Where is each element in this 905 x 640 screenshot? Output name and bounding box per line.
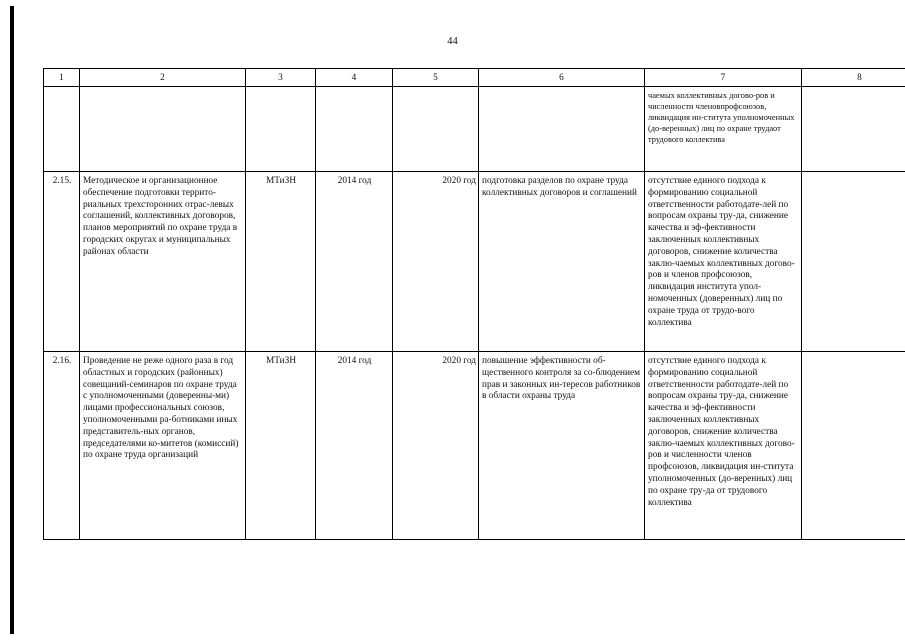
row-number-cell: 2.16. bbox=[44, 352, 80, 540]
executor-cell: МТиЗН bbox=[246, 172, 316, 352]
executor-cell: МТиЗН bbox=[246, 352, 316, 540]
consequence-cell: отсутствие единого подхода к формированию социальной ответственности работодате-лей по вопросам охраны тру-да, снижение качества и эф-фективности заключенных коллективных договоров, снижение количества заклю-чаемых коллективных догово-ров и членов профсоюзов, ликвидация института упол-номоченных (доверенных) лиц по охране труда от трудо-вого коллектива bbox=[645, 172, 802, 352]
result-cell bbox=[479, 87, 645, 172]
column-header: 2 bbox=[80, 69, 246, 87]
column-header: 5 bbox=[393, 69, 479, 87]
start-cell: 2014 год bbox=[316, 172, 393, 352]
column-header: 8 bbox=[802, 69, 905, 87]
column-header: 6 bbox=[479, 69, 645, 87]
page-number: 44 bbox=[447, 36, 458, 47]
column-header: 1 bbox=[44, 69, 80, 87]
column-header: 7 bbox=[645, 69, 802, 87]
table-row bbox=[44, 172, 905, 352]
executor-cell bbox=[246, 87, 316, 172]
table-row bbox=[44, 87, 905, 172]
result-cell: повышение эффективности об-щественного контроля за со-блюдением прав и законных ин-тересов работников в области охраны труда bbox=[479, 352, 645, 540]
end-cell: 2020 год bbox=[393, 172, 479, 352]
note-cell bbox=[802, 352, 905, 540]
start-cell bbox=[316, 87, 393, 172]
table-row bbox=[44, 352, 905, 540]
result-cell: подготовка разделов по охране труда коллективных договоров и соглашений bbox=[479, 172, 645, 352]
end-cell: 2020 год bbox=[393, 352, 479, 540]
note-cell bbox=[802, 87, 905, 172]
table-header-row bbox=[44, 69, 905, 87]
column-header: 3 bbox=[246, 69, 316, 87]
column-header: 4 bbox=[316, 69, 393, 87]
row-number-cell bbox=[44, 87, 80, 172]
row-number-cell: 2.15. bbox=[44, 172, 80, 352]
consequence-cell: отсутствие единого подхода к формированию социальной ответственности работодате-лей по вопросам охраны тру-да, снижение качества и эф-фективности заключенных коллективных договоров, снижение количества заклю-чаемых коллективных догово-ров и численности членов профсоюзов, ликвидация ин-ститута уполномоченных (до-веренных) лиц по охране тру-да от трудового коллектива bbox=[645, 352, 802, 540]
binding-edge-bar bbox=[10, 6, 14, 634]
measures-table bbox=[43, 68, 905, 540]
measure-cell bbox=[80, 87, 246, 172]
consequence-cell: чаемых коллективных догово-ров и численности членовпрофсоюзов, ликвидация ин-ститута уполномоченных (до-веренных) лиц по охране трудаот трудового коллектива bbox=[645, 87, 802, 172]
note-cell bbox=[802, 172, 905, 352]
measure-cell: Проведение не реже одного раза в год областных и городских (районных) совещаний-семинаров по охране труда с уполномоченными (доверенны-ми) лицами профессиональных союзов, уполномоченными ра-ботниками иных представитель-ных органов, председателями ко-митетов (комиссий) по охране труда организаций bbox=[80, 352, 246, 540]
start-cell: 2014 год bbox=[316, 352, 393, 540]
measure-cell: Методическое и организационное обеспечение подготовки террито-риальных трехсторонних отрас-левых соглашений, коллективных договоров, планов мероприятий по охране труда в городских округах и муниципальных районах области bbox=[80, 172, 246, 352]
end-cell bbox=[393, 87, 479, 172]
